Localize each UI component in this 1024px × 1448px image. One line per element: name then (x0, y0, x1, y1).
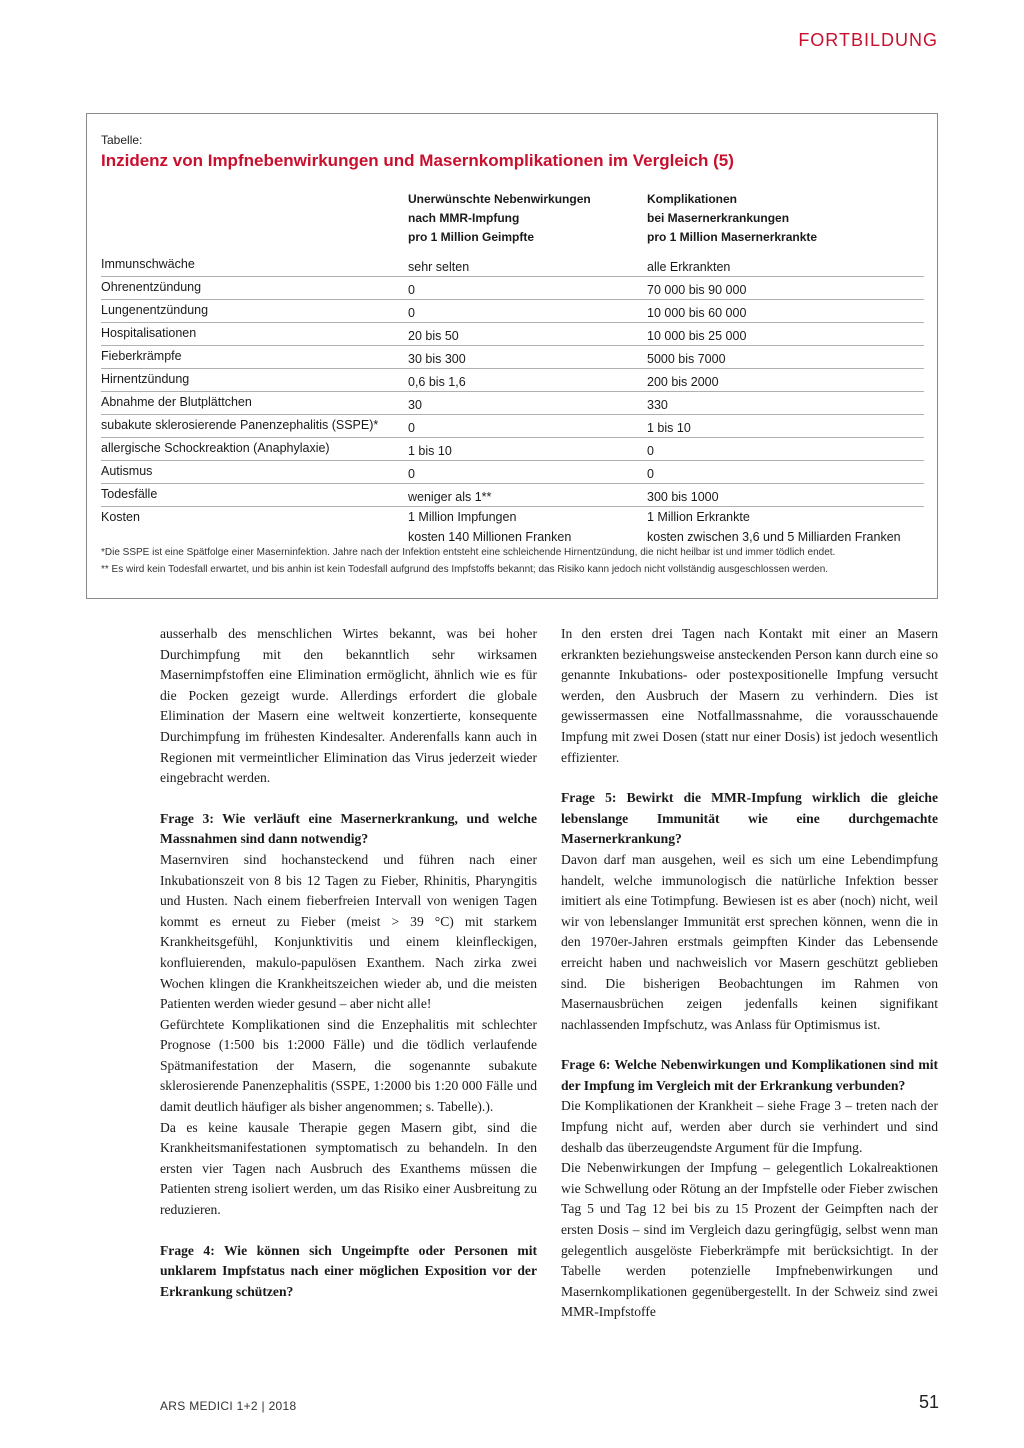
paragraph: In den ersten drei Tagen nach Kontakt mit einer an Masern erkrankten beziehungsweise ansteckenden Person kann durch eine so genannte Inkubations- oder postexpositionelle Impfung versucht werden, den Ausbruch der Masern zu verhindern. Dies ist gewissermassen eine Notfallmassnahme, die vorausschauende Impfung mit zwei Dosen (statt nur einer Dosis) ist jedoch wesentlich effizienter. (561, 626, 938, 765)
measles-value: 5000 bis 7000 (647, 352, 726, 366)
paragraph: Die Komplikationen der Krankheit – siehe Frage 3 – treten nach der Impfung nicht auf, werden aber durch sie verhindert und sind deshalb das überzeugendste Argument für die Impfung. (561, 1098, 938, 1155)
measles-value: 1 bis 10 (647, 421, 691, 435)
column-header-line: pro 1 Million Geimpfte (408, 230, 535, 244)
body-column-right (561, 624, 938, 1323)
question-heading: Frage 4: Wie können sich Ungeimpfte oder Personen mit unklarem Impfstatus nach einer möglichen Exposition vor der Erkrankung schützen? (160, 1242, 537, 1299)
mmr-value: 30 bis 300 (408, 352, 466, 366)
table-body (101, 254, 924, 549)
mmr-value: 0 (408, 306, 415, 320)
table-row (101, 323, 924, 346)
table-row (101, 277, 924, 300)
column-header-line: nach MMR-Impfung (408, 211, 520, 225)
footnote: ** Es wird kein Todesfall erwartet, und bis anhin ist kein Todesfall aufgrund des Impfstoffs bekannt; das Risiko kann jedoch nicht vollständig ausgeschlossen werden. (101, 564, 829, 575)
table-row (101, 392, 924, 415)
measles-value: 0 (647, 467, 654, 481)
column-header-mmr (408, 190, 591, 247)
column-header-measles (647, 190, 817, 247)
row-label: Immunschwäche (101, 257, 195, 271)
measles-value: 300 bis 1000 (647, 490, 719, 504)
table-title: Inzidenz von Impfnebenwirkungen und Masernkomplikationen im Vergleich (5) (101, 151, 734, 170)
cost-line: 1 Million Erkrankte (647, 510, 750, 524)
table-footnotes (101, 544, 835, 578)
row-label: Hospitalisationen (101, 326, 197, 340)
table-row (101, 484, 924, 507)
measles-value: 70 000 bis 90 000 (647, 283, 747, 297)
paragraph-gap (561, 1035, 938, 1055)
row-label: Abnahme der Blutplättchen (101, 395, 252, 409)
measles-value (647, 507, 901, 547)
paragraph: Gefürchtete Komplikationen sind die Enzephalitis mit schlechter Prognose (1:500 bis 1:2000 Fälle) und die tödlich verlaufende Spätmanifestation der Masern, die sogenannte subakute sklerosierende Panenzephalitis (SSPE, 1:2000 bis 1:20 000 Fälle und damit deutlich häufiger als bisher angenommen; s. Tabelle).). (160, 1016, 537, 1115)
mmr-value (408, 507, 571, 547)
measles-value: 10 000 bis 25 000 (647, 329, 747, 343)
comparison-table (86, 113, 938, 599)
mmr-value: sehr selten (408, 260, 470, 274)
measles-value: 200 bis 2000 (647, 375, 719, 389)
footnote: *Die SSPE ist eine Spätfolge einer Maserninfektion. Jahre nach der Infektion entsteht eine schleichende Hirnentzündung, die nicht heilbar ist und immer tödlich endet. (101, 547, 836, 558)
mmr-value: weniger als 1** (408, 490, 492, 504)
row-label: Kosten (101, 510, 140, 524)
section-label: FORTBILDUNG (798, 30, 938, 50)
row-label: Autismus (101, 464, 153, 478)
paragraph-gap (160, 1221, 537, 1241)
column-header-line: Unerwünschte Nebenwirkungen (408, 192, 591, 206)
table-row (101, 461, 924, 484)
page-number: 51 (919, 1392, 940, 1412)
question-heading: Frage 5: Bewirkt die MMR-Impfung wirklich die gleiche lebenslange Immunität wie eine durchgemachte Masernerkrankung? (561, 790, 938, 847)
row-label: Ohrenentzündung (101, 280, 202, 294)
table-row (101, 369, 924, 392)
mmr-value: 0 (408, 283, 415, 297)
paragraph: Davon darf man ausgehen, weil es sich um eine Lebendimpfung handelt, welche immunologisch die natürliche Infektion besser imitiert als eine Totimpfung. Bewiesen ist es aber (noch) nicht, weil wir von lebenslanger Immunität erst sprechen können, wenn die in den 1970er-Jahren erstmals geimpften Kinder das Lebensende erreicht haben und nachweislich vor Masern geschützt geblieben sind. Die bisherigen Beobachtungen im Rahmen von Masernausbrüchen zeigen jedenfalls keinen signifikant nachlassenden Impfschutz, was Anlass für Optimismus ist. (561, 851, 938, 1032)
journal-footer: ARS MEDICI 1+2 | 2018 (160, 1399, 297, 1413)
table-row (101, 254, 924, 277)
table-row (101, 346, 924, 369)
column-header-line: pro 1 Million Masernerkrankte (647, 230, 818, 244)
paragraph: Da es keine kausale Therapie gegen Masern gibt, sind die Krankheitsmanifestationen symptomatisch zu behandeln. In den ersten vier Tagen nach Ausbruch des Exanthems müssen die Patienten streng isoliert werden, um das Risiko einer Ausbreitung zu reduzieren. (160, 1119, 537, 1218)
measles-value: 330 (647, 398, 668, 412)
row-label: Todesfälle (101, 487, 158, 501)
cost-line: kosten 140 Millionen Franken (408, 530, 572, 544)
paragraph: Masernviren sind hochansteckend und führen nach einer Inkubationszeit von 8 bis 12 Tagen zu Fieber, Rhinitis, Pharyngitis und Husten. Nach einem fieberfreien Intervall von wenigen Tagen kommt es erneut zu Fieber (meist > 39 °C) mit starkem Krankheitsgefühl, Konjunktivitis und einem kleinfleckigen, konfluierenden, makulo-papulösen Exanthem. Nach zirka zwei Wochen klingen die Krankheitszeichen wieder ab, und die meisten Patienten werden wieder gesund – aber nicht alle! (160, 851, 537, 1012)
paragraph: ausserhalb des menschlichen Wirtes bekannt, was bei hoher Durchimpfung mit den bekanntlich sehr wirksamen Masernimpfstoffen eine Elimination ermöglicht, ähnlich wie es für die Pocken gezeigt wurde. Allerdings erfordert die globale Elimination der Masern eine weltweit konzertierte, konsequente Durchimpfung im frühesten Kindesalter. Anderenfalls kann auch in Regionen mit vermeintlicher Elimination das Virus jederzeit wieder eingebracht werden. (160, 626, 537, 786)
mmr-value: 30 (408, 398, 422, 412)
mmr-value: 0 (408, 467, 415, 481)
cost-line: kosten zwischen 3,6 und 5 Milliarden Franken (647, 530, 901, 544)
table-row (101, 438, 924, 461)
mmr-value: 20 bis 50 (408, 329, 459, 343)
table-caption: Tabelle: (101, 133, 143, 147)
mmr-value: 0 (408, 421, 415, 435)
row-label: Lungenentzündung (101, 303, 209, 317)
cost-line: 1 Million Impfungen (408, 510, 517, 524)
table-row (101, 415, 924, 438)
column-header-line: Komplikationen (647, 192, 738, 206)
row-label: Hirnentzündung (101, 372, 190, 386)
paragraph-gap (561, 768, 938, 788)
column-header-line: bei Masernerkrankungen (647, 211, 790, 225)
row-label: subakute sklerosierende Panenzephalitis (SSPE)* (101, 418, 379, 432)
question-heading: Frage 3: Wie verläuft eine Masernerkrankung, und welche Massnahmen sind dann notwendig? (160, 810, 537, 847)
row-label: allergische Schockreaktion (Anaphylaxie) (101, 441, 330, 455)
question-heading: Frage 6: Welche Nebenwirkungen und Komplikationen sind mit der Impfung im Vergleich mit der Erkrankung verbunden? (561, 1057, 938, 1093)
table-row-cost (101, 507, 924, 549)
measles-value: 0 (647, 444, 654, 458)
paragraph-gap (160, 789, 537, 809)
table-row (101, 300, 924, 323)
body-column-left (160, 624, 537, 1302)
row-label: Fieberkrämpfe (101, 349, 182, 363)
measles-value: 10 000 bis 60 000 (647, 306, 747, 320)
measles-value: alle Erkrankten (647, 260, 731, 274)
mmr-value: 1 bis 10 (408, 444, 452, 458)
paragraph: Die Nebenwirkungen der Impfung – gelegentlich Lokalreaktionen wie Schwellung oder Rötung an der Impfstelle oder Fieber zwischen Tag 5 und Tag 12 bei bis zu 15 Prozent der Geimpften nach der ersten Dosis – sind im Vergleich dazu geringfügig, selbst wenn man gelegentlich ausgelöste Fieberkrämpfe mit berücksichtigt. In der Tabelle werden potenzielle Impfnebenwirkungen und Masernkomplikationen gegenübergestellt. In der Schweiz sind zwei MMR-Impfstoffe (561, 1160, 938, 1320)
mmr-value: 0,6 bis 1,6 (408, 375, 466, 389)
